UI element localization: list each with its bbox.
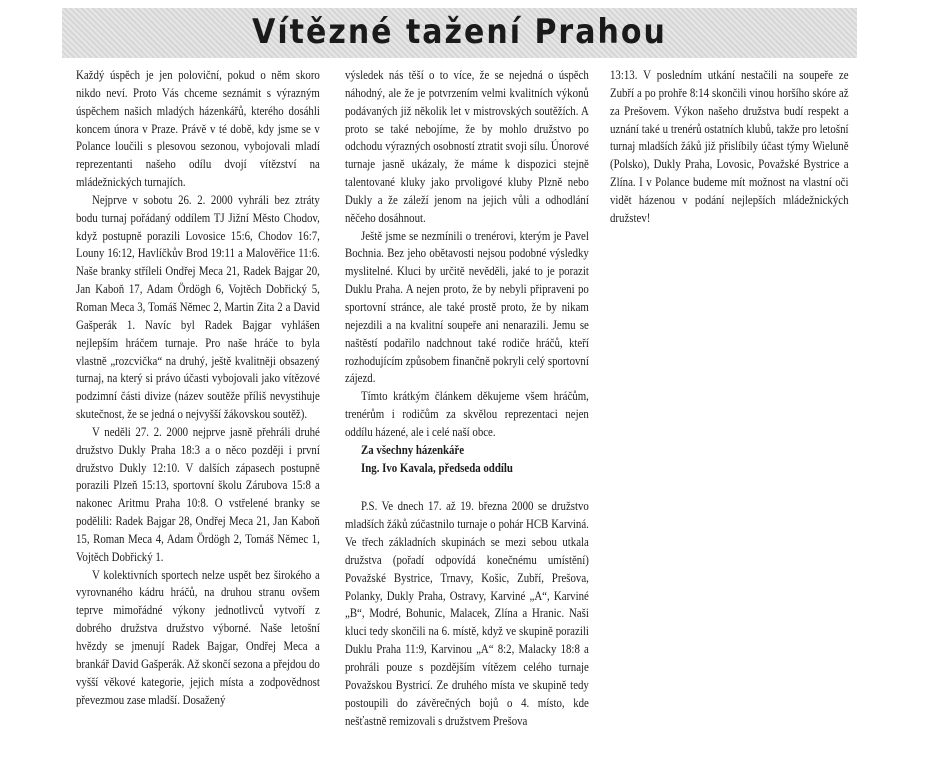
paragraph: V kolektivních sportech nelze uspět bez širokého a vyrovnaného kádru hráčů, na druhou stranu ovšem teprve mimořádné výkony jednotlivců vytvoří z dobrého družstva družstvo výborné. Naše letošní hvězdy se jmenují Radek Bajgar, Ondřej Meca a brankář David Gašperák. Až skončí sezona a přejdou do vyšší věkové kategorie, jejich místa a zodpovědnost převezmou zase mladší. Dosažený xyxy=(76,567,320,707)
article-title: Vítězné tažení Prahou xyxy=(252,12,667,53)
paragraph: Tímto krátkým článkem děkujeme všem hráčům, trenérům i rodičům za skvělou reprezentaci nejen oddílu házené, ale i celé naší obce. xyxy=(345,389,589,439)
paragraph: Ještě jsme se nezmínili o trenérovi, kterým je Pavel Bochnia. Bez jeho obětavosti nejsou podobné výsledky myslitelné. Kluci by určitě nevěděli, jaké to je porazit Duklu Praha. A nejen proto, že by nebyli připraveni po sportovní stránce, ale také prostě proto, že by nikam nejezdili a na kvalitní soupeře ani nenarazili. Jemu se naštěstí podařilo nadchnout také rodiče hráčů, kteří rozhodujícím způsobem finančně pokryli celý sportovní zájezd. xyxy=(345,228,589,386)
postscript-paragraph: P.S. Ve dnech 17. až 19. března 2000 se družstvo mladších žáků zúčastnilo turnaje o pohár HCB Karviná. Ve třech základních skupinách se mezi sebou utkala družstva (pořadí odpovídá konečnému umístění) Považské Bystrice, Trnavy, Košic, Zubří, Prešova, Polanky, Dukly Praha, Ostravy, Karviné „A“, Karviné „B“, Modré, Bohunic, Malacek, Zlína a Hranic. Naši kluci tedy skončili na 6. místě, když ve skupině porazili Duklu Praha 11:9, Karvinou „A“ 8:2, Malacky 18:8 a prohráli pouze s pozdějším vítězem celého turnaje Považskou Bystricí. Ze druhého místa ve skupině tedy postoupili do závěrečných bojů o 4. místo, kde nešťastně remizovali s družstvem Prešova xyxy=(345,499,589,728)
signature-name: Ing. Ivo Kavala, předseda oddílu xyxy=(361,460,513,475)
paragraph: V neděli 27. 2. 2000 nejprve jasně přehráli druhé družstvo Dukly Praha 18:3 a o něco později i první družstvo Dukly 12:10. V dalších zápasech postupně porazili Plzeň 15:13, sportovní školu Zárubova 15:8 a nakonec Aritmu Praha 10:8. O vstřelené branky se podělili: Radek Bajgar 28, Ondřej Meca 21, Jan Kaboň 15, Roman Meca 4, Adam Ördögh 2, Tomáš Němec 1, Vojtěch Dobřický 1. xyxy=(76,424,320,564)
signature-line: Za všechny házenkáře xyxy=(361,442,465,457)
title-banner xyxy=(62,8,857,58)
column-3 xyxy=(610,67,849,228)
paragraph: Nejprve v sobotu 26. 2. 2000 vyhráli bez ztráty bodu turnaj pořádaný oddílem TJ Jižní Město Chodov, když postupně porazili Lovosice 15:6, Chodov 16:7, Louny 16:12, Havlíčkův Brod 19:11 a Malověřice 11:6. Naše branky stříleli Ondřej Meca 21, Radek Bajgar 20, Jan Kaboň 17, Adam Ördögh 6, Vojtěch Dobřický 5, Roman Meca 3, Tomáš Němec 2, Martin Zita 2 a David Gašperák 1. Navíc byl Radek Bajgar vyhlášen nejlepším hráčem turnaje. Pro naše hráče to byla vlastně „rozcvička“ na druhý, ještě kvalitněji obsazený turnaj, na který si právo účasti vybojovali jako vítězové podzimní části divize (název soutěže příliš nevystihuje skutečnost, že se jedná o nejvyšší žákovskou soutěž). xyxy=(76,192,320,422)
paragraph: 13:13. V posledním utkání nestačili na soupeře ze Zubří a po prohře 8:14 skončili vinou horšího skóre až za Prešovem. Výkon našeho družstva budí respekt a uznání také u trenérů ostatních klubů, takže pro letošní turnaj mladších žáků již přislíbily účast týmy Wieluně (Polsko), Dukly Praha, Lovosic, Považské Bystrice a Zlína. I v Polance budeme mít možnost na vlastní oči vidět házenou v podání nejlepších mládežnických družstev! xyxy=(610,68,849,225)
column-2 xyxy=(345,67,589,730)
paragraph: výsledek nás těší o to více, že se nejedná o úspěch náhodný, ale že je potvrzením velmi kvalitních výkonů podávaných již několik let v mistrovských soutěžích. A proto se také nebojíme, že by mohlo družstvo po odchodu výrazných osobností ztratit svoji sílu. Únorové turnaje jasně ukázaly, že máme k dispozici stejně talentované kluky jako prvoligové kluby Plzně nebo Dukly a že záleží jenom na jejich vůli a odhodlání něčeho dosáhnout. xyxy=(345,68,589,225)
column-1 xyxy=(76,67,320,709)
signature-block xyxy=(345,442,589,478)
paragraph: Každý úspěch je jen poloviční, pokud o něm skoro nikdo neví. Proto Vás chceme seznámit s výrazným úspěchem našich mladých házenkářů, kterého dosáhli koncem února v Praze. Právě v té době, kdy jsme se v Polance loučili s plesovou sezonou, vybojovali mladí reprezentanti našeho odílu dvojí vítězství na mládežnických turnajích. xyxy=(76,68,320,190)
